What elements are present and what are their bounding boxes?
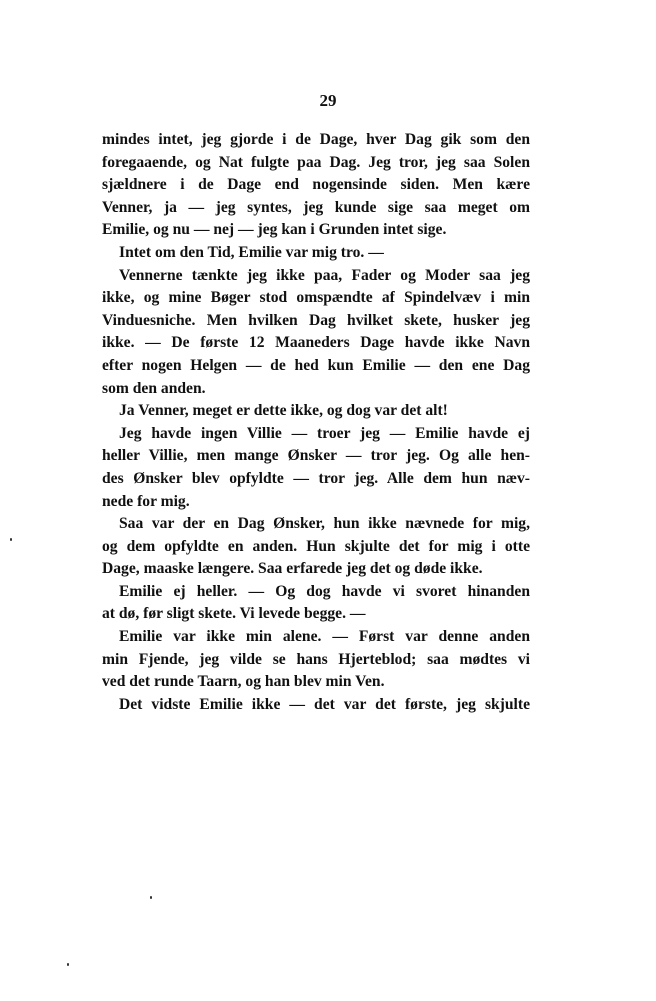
text-line: nede for mig. <box>102 492 190 510</box>
text-line: Venner, ja — jeg syntes, jeg kunde sige saa meget om <box>102 198 530 216</box>
page-number: 29 <box>319 91 337 110</box>
text-line: Emilie ej heller. — Og dog havde vi svoret hinanden <box>119 582 530 600</box>
print-speck <box>150 896 152 899</box>
text-line: Dage, maaske længere. Saa erfarede jeg det og døde ikke. <box>102 560 483 578</box>
text-line: efter nogen Helgen — de hed kun Emilie — den ene Dag <box>102 356 530 374</box>
text-line: Emilie var ikke min alene. — Først var denne anden <box>119 628 530 646</box>
print-speck <box>10 538 12 541</box>
text-line: sjældnere i de Dage end nogensinde siden. Men kære <box>102 176 530 194</box>
text-line: ved det runde Taarn, og han blev min Ven. <box>102 673 385 691</box>
text-line: Emilie, og nu — nej — jeg kan i Grunden intet sige. <box>102 221 447 239</box>
text-line: Saa var der en Dag Ønsker, hun ikke nævnede for mig, <box>119 515 530 533</box>
text-line: Intet om den Tid, Emilie var mig tro. — <box>119 243 384 261</box>
text-line: Vinduesniche. Men hvilken Dag hvilket skete, husker jeg <box>102 311 530 329</box>
text-line: foregaaende, og Nat fulgte paa Dag. Jeg tror, jeg saa Solen <box>102 153 530 171</box>
text-line: Vennerne tænkte jeg ikke paa, Fader og Moder saa jeg <box>119 266 530 284</box>
text-line: og dem opfyldte en anden. Hun skjulte det for mig i otte <box>102 537 530 555</box>
text-line: som den anden. <box>102 379 206 397</box>
text-line: des Ønsker blev opfyldte — tror jeg. Alle dem hun næv- <box>102 469 530 487</box>
text-line: heller Villie, men mange Ønsker — tror jeg. Og alle hen- <box>102 447 530 465</box>
page-body-text <box>102 129 530 716</box>
print-speck <box>67 963 69 966</box>
text-line: ikke, og mine Bøger stod omspændte af Spindelvæv i min <box>102 289 530 307</box>
text-line: ikke. — De første 12 Maaneders Dage havde ikke Navn <box>102 334 530 352</box>
text-line: Jeg havde ingen Villie — troer jeg — Emilie havde ej <box>119 424 530 442</box>
text-line: mindes intet, jeg gjorde i de Dage, hver Dag gik som den <box>102 131 530 148</box>
text-line: at dø, før sligt skete. Vi levede begge. — <box>102 605 366 623</box>
text-line: Ja Venner, meget er dette ikke, og dog var det alt! <box>119 402 448 420</box>
text-line: min Fjende, jeg vilde se hans Hjerteblod; saa mødtes vi <box>102 650 530 668</box>
text-line: Det vidste Emilie ikke — det var det første, jeg skjulte <box>119 695 530 713</box>
